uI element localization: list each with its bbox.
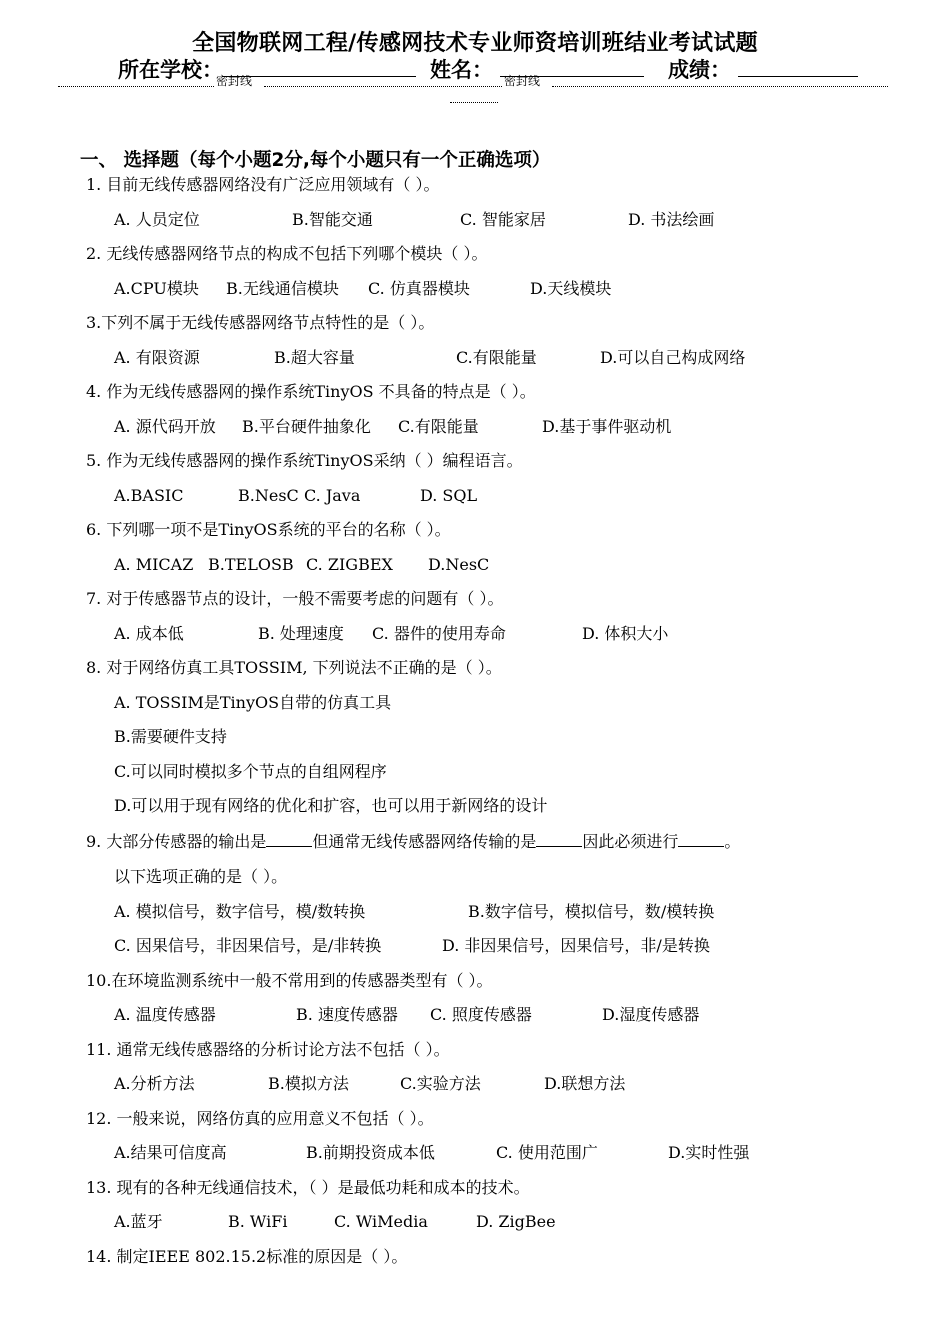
answer-blank[interactable] <box>678 832 724 847</box>
option-b: B.NesC <box>238 486 299 505</box>
option-c: C. 智能家居 <box>460 210 546 229</box>
option-a: A.蓝牙 <box>114 1212 163 1231</box>
question-9-continuation: 以下选项正确的是（ ）。 <box>114 867 288 886</box>
option-c: C.有限能量 <box>398 417 479 436</box>
option-a: A. 源代码开放 <box>114 417 216 436</box>
option-b: B.平台硬件抽象化 <box>242 417 371 436</box>
option-d: D. 书法绘画 <box>628 210 715 229</box>
option-a: A.结果可信度高 <box>114 1143 227 1162</box>
option-a: A. 有限资源 <box>114 348 200 367</box>
option-b: B.数字信号，模拟信号，数/模转换 <box>468 902 715 921</box>
option-d: D. 非因果信号，因果信号，非/是转换 <box>442 936 710 955</box>
option-c: C.可以同时模拟多个节点的自组网程序 <box>114 762 387 781</box>
seal-dots-continuation <box>450 92 498 103</box>
question-5: 5. 作为无线传感器网的操作系统TinyOS采纳（ ）编程语言。 <box>86 451 523 470</box>
option-c: C. 因果信号，非因果信号，是/非转换 <box>114 936 382 955</box>
question-9-part-3: 因此必须进行 <box>582 832 679 851</box>
option-d: D.基于事件驱动机 <box>542 417 672 436</box>
question-9-part-2: 但通常无线传感器网络传输的是 <box>312 832 537 851</box>
exam-title: 全国物联网工程/传感网技术专业师资培训班结业考试试题 <box>192 31 758 56</box>
question-10: 10.在环境监测系统中一般不常用到的传感器类型有（ ）。 <box>86 971 493 990</box>
option-d: D.实时性强 <box>668 1143 750 1162</box>
option-b: B.超大容量 <box>274 348 355 367</box>
option-d: D. SQL <box>420 486 478 505</box>
option-b: B.需要硬件支持 <box>114 727 227 746</box>
option-d: D.天线模块 <box>530 279 612 298</box>
option-a: A. MICAZ <box>114 555 194 574</box>
answer-blank[interactable] <box>266 832 312 847</box>
option-a: A. 温度传感器 <box>114 1005 216 1024</box>
option-c: C. 器件的使用寿命 <box>372 624 506 643</box>
option-c: C.有限能量 <box>456 348 537 367</box>
option-c: C.实验方法 <box>400 1074 481 1093</box>
seal-dots <box>264 72 502 87</box>
question-14: 14. 制定IEEE 802.15.2标准的原因是（ ）。 <box>86 1247 408 1266</box>
option-a: A. 成本低 <box>114 624 184 643</box>
option-d: D.湿度传感器 <box>602 1005 700 1024</box>
question-4: 4. 作为无线传感器网的操作系统TinyOS 不具备的特点是（ ）。 <box>86 382 536 401</box>
seal-dots <box>58 72 214 87</box>
question-7: 7. 对于传感器节点的设计，一般不需要考虑的问题有（ ）。 <box>86 589 504 608</box>
name-label: 姓名： <box>430 58 493 82</box>
option-c: C. 照度传感器 <box>430 1005 532 1024</box>
section-title: 一、 选择题（每个小题2分,每个小题只有一个正确选项） <box>80 150 551 171</box>
option-a: A. 模拟信号，数字信号，模/数转换 <box>114 902 366 921</box>
option-d: D.NesC <box>428 555 490 574</box>
question-9-part-1: 9. 大部分传感器的输出是 <box>86 832 267 851</box>
option-a: A.分析方法 <box>114 1074 195 1093</box>
option-b: B.智能交通 <box>292 210 373 229</box>
seal-text-1: 密封线 <box>216 74 253 88</box>
option-b: B. WiFi <box>228 1212 288 1231</box>
question-9 <box>86 832 740 852</box>
option-b: B. 速度传感器 <box>296 1005 398 1024</box>
question-6: 6. 下列哪一项不是TinyOS系统的平台的名称（ ）。 <box>86 520 451 539</box>
question-1: 1. 目前无线传感器网络没有广泛应用领域有（ ）。 <box>86 175 440 194</box>
seal-text-2: 密封线 <box>504 74 541 88</box>
score-label: 成绩： <box>668 58 731 82</box>
answer-blank[interactable] <box>536 832 582 847</box>
option-d: D. ZigBee <box>476 1212 556 1231</box>
question-2: 2. 无线传感器网络节点的构成不包括下列哪个模块（ ）。 <box>86 244 488 263</box>
option-a: A.BASIC <box>114 486 184 505</box>
option-d: D. 体积大小 <box>582 624 669 643</box>
seal-dots <box>552 72 888 87</box>
option-d: D.可以用于现有网络的优化和扩容，也可以用于新网络的设计 <box>114 796 548 815</box>
question-3: 3.下列不属于无线传感器网络节点特性的是（ ）。 <box>86 313 435 332</box>
option-c: C. Java <box>304 486 361 505</box>
option-b: B.前期投资成本低 <box>306 1143 435 1162</box>
question-11: 11. 通常无线传感器络的分析讨论方法不包括（ ）。 <box>86 1040 450 1059</box>
option-c: C. 仿真器模块 <box>368 279 470 298</box>
option-b: B. 处理速度 <box>258 624 344 643</box>
option-c: C. 使用范围广 <box>496 1143 598 1162</box>
option-b: B.TELOSB <box>208 555 294 574</box>
question-12: 12. 一般来说，网络仿真的应用意义不包括（ ）。 <box>86 1109 434 1128</box>
seal-line <box>58 72 888 90</box>
question-13: 13. 现有的各种无线通信技术，（ ）是最低功耗和成本的技术。 <box>86 1178 530 1197</box>
option-d: D.可以自己构成网络 <box>600 348 746 367</box>
option-c: C. ZIGBEX <box>306 555 393 574</box>
option-d: D.联想方法 <box>544 1074 626 1093</box>
question-9-part-4: 。 <box>724 832 741 851</box>
option-b: B.模拟方法 <box>268 1074 349 1093</box>
option-a: A.CPU模块 <box>114 279 199 298</box>
option-c: C. WiMedia <box>334 1212 428 1231</box>
option-a: A. 人员定位 <box>114 210 200 229</box>
option-b: B.无线通信模块 <box>226 279 339 298</box>
question-8: 8. 对于网络仿真工具TOSSIM, 下列说法不正确的是（ ）。 <box>86 658 502 677</box>
option-a: A. TOSSIM是TinyOS自带的仿真工具 <box>114 693 392 712</box>
school-label: 所在学校： <box>118 58 223 82</box>
